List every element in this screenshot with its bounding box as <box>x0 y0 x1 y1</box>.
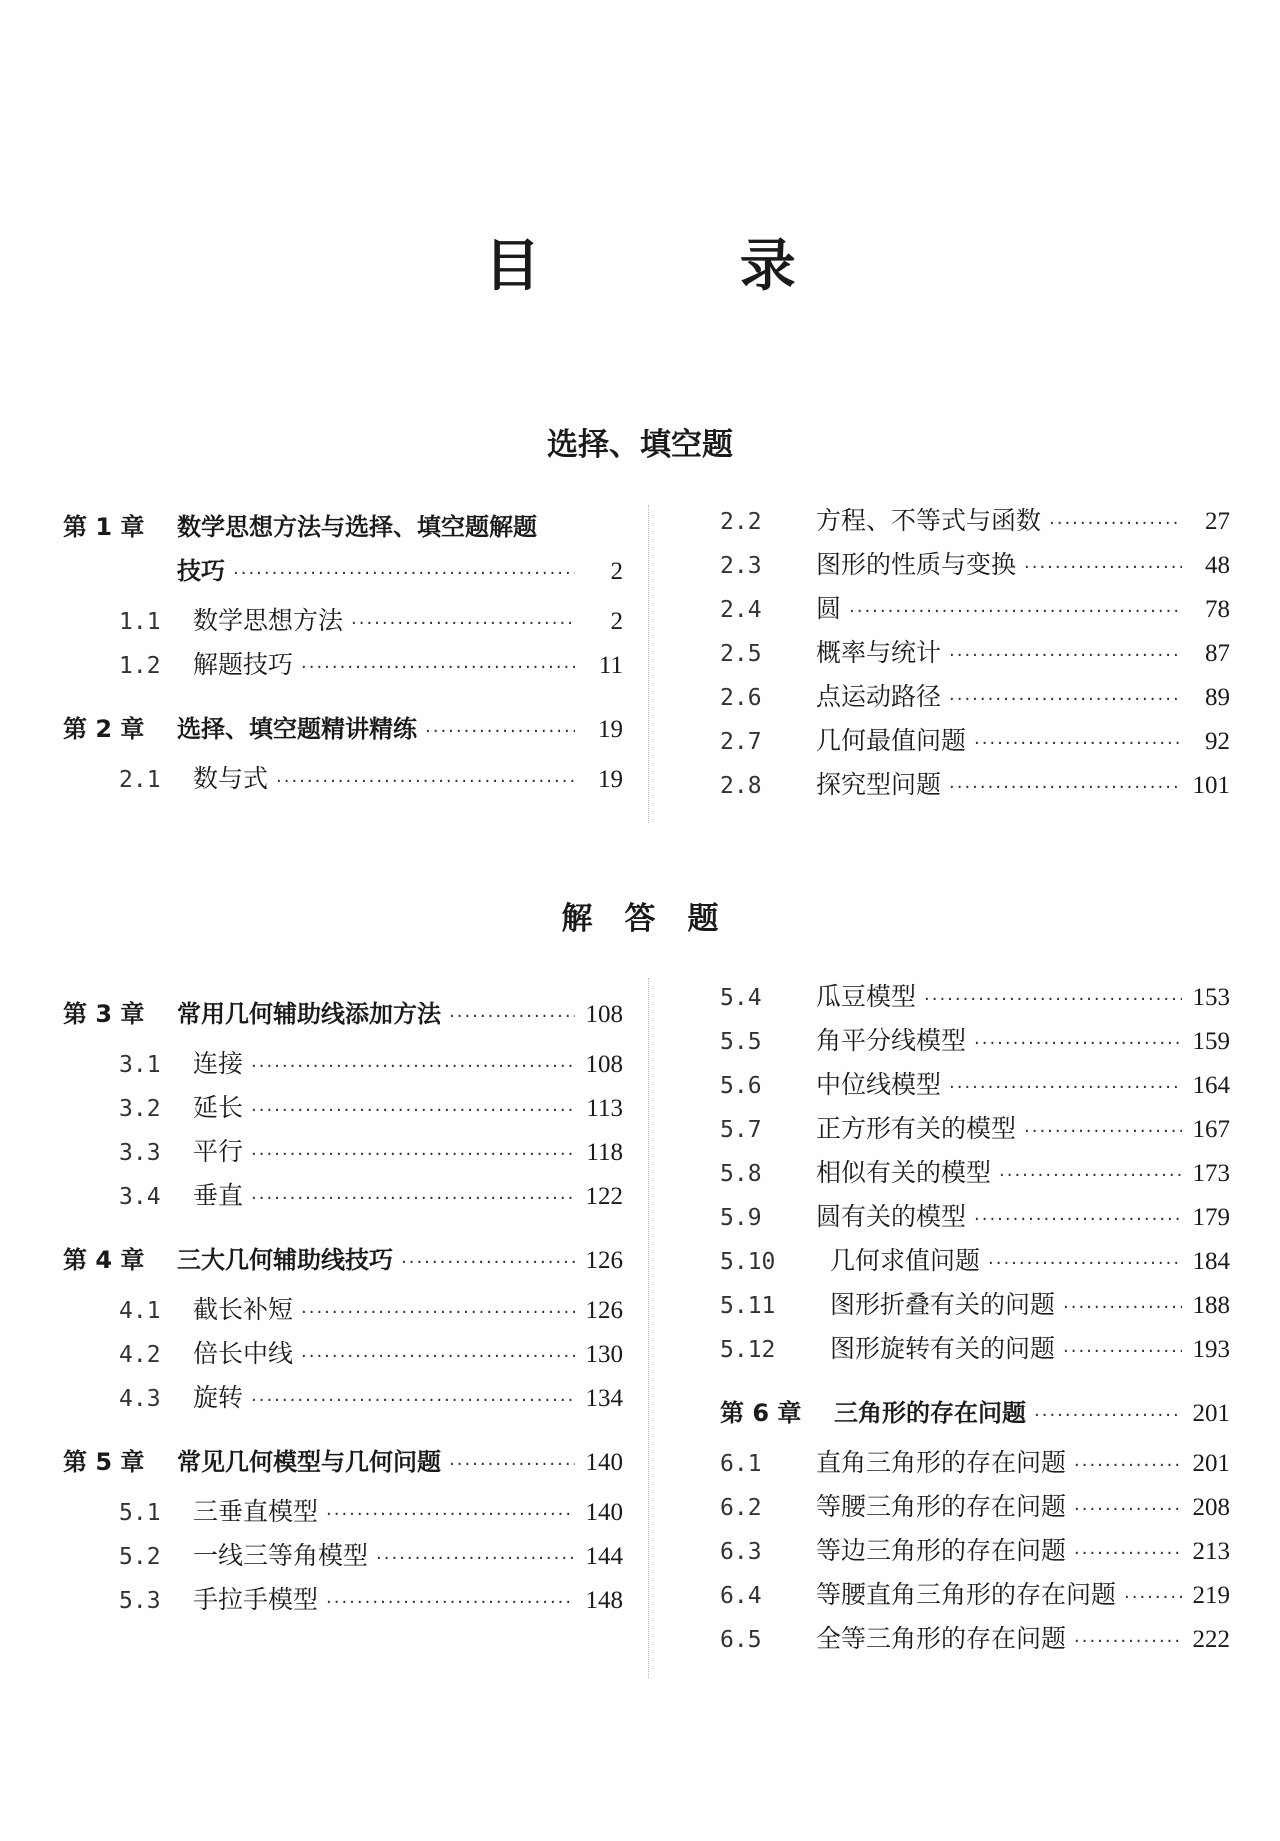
page-number: 19 <box>598 716 623 743</box>
page-number: 153 <box>1192 984 1230 1011</box>
page-number: 118 <box>586 1139 623 1166</box>
section-title: 圆有关的模型 <box>816 1202 967 1231</box>
toc-chapter-group <box>63 1442 623 1624</box>
section-number: 5.11 <box>720 1293 776 1319</box>
section-number: 5.1 <box>119 1500 161 1526</box>
leader-dots <box>351 613 575 634</box>
section-entry[interactable] <box>720 1575 1230 1619</box>
section-list <box>720 1443 1230 1663</box>
section-number: 5.5 <box>720 1029 762 1055</box>
leader-dots <box>849 601 1182 622</box>
section-number: 2.1 <box>119 767 161 793</box>
page-number: 219 <box>1192 1582 1230 1609</box>
part-title-choice-fill: 选择、填空题 <box>547 427 733 463</box>
chapter-entry[interactable] <box>63 1442 623 1486</box>
leader-dots <box>974 1033 1182 1054</box>
section-title: 倍长中线 <box>193 1339 294 1368</box>
section-title: 平行 <box>193 1137 244 1166</box>
leader-dots <box>326 1592 575 1613</box>
section-entry[interactable] <box>63 645 623 689</box>
leader-dots <box>974 733 1182 754</box>
section-number: 3.1 <box>119 1052 161 1078</box>
section-entry[interactable] <box>63 1580 623 1624</box>
toc-chapter-group <box>63 507 623 689</box>
section-number: 3.4 <box>119 1184 161 1210</box>
leader-dots <box>999 1165 1182 1186</box>
chapter-title: 数学思想方法与选择、填空题解题 <box>177 513 537 541</box>
page-number: 208 <box>1192 1494 1230 1521</box>
leader-dots <box>301 1346 575 1367</box>
section-number: 2.8 <box>720 773 762 799</box>
leader-dots <box>949 777 1182 798</box>
section-title: 等腰三角形的存在问题 <box>816 1492 1067 1521</box>
page-number: 19 <box>598 766 623 793</box>
page-number: 48 <box>1205 552 1230 579</box>
section-title: 几何求值问题 <box>830 1246 981 1275</box>
section-number: 6.5 <box>720 1627 762 1653</box>
section-entry[interactable] <box>720 545 1230 589</box>
section-number: 5.3 <box>119 1588 161 1614</box>
leader-dots <box>301 1302 575 1323</box>
chapter-title: 三大几何辅助线技巧 <box>177 1246 393 1274</box>
section-number: 2.2 <box>720 509 762 535</box>
toc-chapter-group <box>720 977 1230 1373</box>
section-number: 3.3 <box>119 1140 161 1166</box>
section-number: 2.4 <box>720 597 762 623</box>
section-entry[interactable] <box>720 1443 1230 1487</box>
leader-dots <box>251 1144 575 1165</box>
section-entry[interactable] <box>720 721 1230 765</box>
section-title: 圆 <box>816 594 842 623</box>
page-number: 164 <box>1192 1072 1230 1099</box>
section-entry[interactable] <box>63 759 623 803</box>
page-number: 159 <box>1192 1028 1230 1055</box>
section-title: 概率与统计 <box>816 638 942 667</box>
chapter-entry[interactable] <box>720 1393 1230 1437</box>
section-entry[interactable] <box>720 1065 1230 1109</box>
section-entry[interactable] <box>720 765 1230 809</box>
section-number: 3.2 <box>119 1096 161 1122</box>
section-title: 角平分线模型 <box>816 1026 967 1055</box>
page-number: 179 <box>1192 1204 1230 1231</box>
page-number: 201 <box>1192 1450 1230 1477</box>
section-number: 5.6 <box>720 1073 762 1099</box>
section-entry[interactable] <box>63 1536 623 1580</box>
toc-chapter-group <box>720 1393 1230 1663</box>
leader-dots <box>376 1548 575 1569</box>
leader-dots <box>251 1100 575 1121</box>
chapter-number: 第 1 章 <box>63 513 145 541</box>
section-number: 5.10 <box>720 1249 776 1275</box>
section-entry[interactable] <box>63 1044 623 1088</box>
leader-dots <box>924 989 1182 1010</box>
chapter-entry-continued[interactable] <box>63 551 623 595</box>
section-entry[interactable] <box>63 1088 623 1132</box>
section-number: 5.2 <box>119 1544 161 1570</box>
section-entry[interactable] <box>720 1619 1230 1663</box>
section-title: 方程、不等式与函数 <box>816 506 1042 535</box>
toc-column <box>720 501 1230 829</box>
section-number: 6.4 <box>720 1583 762 1609</box>
section-title: 连接 <box>193 1049 244 1078</box>
page-number: 188 <box>1192 1292 1230 1319</box>
toc-chapter-group <box>63 994 623 1220</box>
chapter-entry[interactable] <box>63 1240 623 1284</box>
section-number: 6.1 <box>720 1451 762 1477</box>
section-title: 手拉手模型 <box>193 1585 319 1614</box>
section-entry[interactable] <box>63 601 623 645</box>
section-title: 直角三角形的存在问题 <box>816 1448 1067 1477</box>
section-number: 5.8 <box>720 1161 762 1187</box>
section-number: 6.3 <box>720 1539 762 1565</box>
page-number: 140 <box>585 1499 623 1526</box>
section-number: 5.12 <box>720 1337 776 1363</box>
section-entry[interactable] <box>63 1334 623 1378</box>
section-entry[interactable] <box>720 1241 1230 1285</box>
section-title: 点运动路径 <box>816 682 942 711</box>
section-number: 2.5 <box>720 641 762 667</box>
section-title: 中位线模型 <box>816 1070 942 1099</box>
leader-dots <box>1074 1543 1182 1564</box>
section-title: 垂直 <box>193 1181 244 1210</box>
section-title: 截长补短 <box>193 1295 294 1324</box>
section-entry[interactable] <box>720 501 1230 545</box>
page-number: 122 <box>585 1183 623 1210</box>
section-title: 等边三角形的存在问题 <box>816 1536 1067 1565</box>
page-number: 78 <box>1205 596 1230 623</box>
page-number: 140 <box>585 1449 623 1476</box>
page-title: 目 录 <box>484 233 886 299</box>
section-list <box>720 501 1230 809</box>
section-title: 数与式 <box>193 764 269 793</box>
section-entry[interactable] <box>720 677 1230 721</box>
leader-dots <box>974 1209 1182 1230</box>
toc-column <box>63 994 623 1644</box>
page-number: 108 <box>585 1001 623 1028</box>
leader-dots <box>1024 1121 1182 1142</box>
section-entry[interactable] <box>720 1285 1230 1329</box>
leader-dots <box>1074 1631 1182 1652</box>
section-entry[interactable] <box>720 977 1230 1021</box>
page-number: 173 <box>1192 1160 1230 1187</box>
leader-dots <box>949 689 1182 710</box>
leader-dots <box>1034 1405 1182 1426</box>
page-number: 167 <box>1192 1116 1230 1143</box>
page-number: 213 <box>1192 1538 1230 1565</box>
page-number: 108 <box>585 1051 623 1078</box>
section-number: 4.1 <box>119 1298 161 1324</box>
chapter-title: 常见几何模型与几何问题 <box>177 1448 441 1476</box>
leader-dots <box>401 1252 575 1273</box>
section-number: 4.2 <box>119 1342 161 1368</box>
section-entry[interactable] <box>720 1109 1230 1153</box>
chapter-title: 三角形的存在问题 <box>834 1399 1026 1427</box>
section-title: 瓜豆模型 <box>816 982 917 1011</box>
page-number: 184 <box>1192 1248 1230 1275</box>
page-number: 87 <box>1205 640 1230 667</box>
section-number: 6.2 <box>720 1495 762 1521</box>
section-title: 几何最值问题 <box>816 726 967 755</box>
chapter-entry[interactable] <box>63 507 623 551</box>
toc-column <box>63 507 623 823</box>
chapter-number: 第 5 章 <box>63 1448 145 1476</box>
section-title: 相似有关的模型 <box>816 1158 992 1187</box>
section-list <box>63 601 623 689</box>
section-list <box>720 977 1230 1373</box>
chapter-number: 第 6 章 <box>720 1399 802 1427</box>
section-title: 探究型问题 <box>816 770 942 799</box>
leader-dots <box>301 657 575 678</box>
page-number: 2 <box>610 558 623 585</box>
section-entry[interactable] <box>63 1176 623 1220</box>
page-number: 101 <box>1192 772 1230 799</box>
section-title: 解题技巧 <box>193 650 294 679</box>
column-divider <box>648 505 649 823</box>
chapter-number: 第 3 章 <box>63 1000 145 1028</box>
section-title: 图形折叠有关的问题 <box>830 1290 1056 1319</box>
leader-dots <box>1049 513 1182 534</box>
page-number: 11 <box>598 652 623 679</box>
chapter-title-continued: 技巧 <box>177 557 225 585</box>
section-number: 5.4 <box>720 985 762 1011</box>
page-number: 144 <box>585 1543 623 1570</box>
section-number: 5.7 <box>720 1117 762 1143</box>
section-title: 三垂直模型 <box>193 1497 319 1526</box>
leader-dots <box>425 721 575 742</box>
leader-dots <box>449 1006 575 1027</box>
leader-dots <box>949 1077 1182 1098</box>
section-number: 2.7 <box>720 729 762 755</box>
section-title: 图形旋转有关的问题 <box>830 1334 1056 1363</box>
leader-dots <box>1024 557 1182 578</box>
page-number: 148 <box>585 1587 623 1614</box>
section-number: 4.3 <box>119 1386 161 1412</box>
leader-dots <box>251 1056 575 1077</box>
section-entry[interactable] <box>720 1021 1230 1065</box>
leader-dots <box>251 1188 575 1209</box>
page-number: 134 <box>585 1385 623 1412</box>
page-number: 126 <box>585 1297 623 1324</box>
page-number: 2 <box>610 608 623 635</box>
leader-dots <box>949 645 1182 666</box>
leader-dots <box>1074 1455 1182 1476</box>
page-number: 27 <box>1205 508 1230 535</box>
section-entry[interactable] <box>720 1329 1230 1373</box>
leader-dots <box>326 1504 575 1525</box>
section-entry[interactable] <box>720 633 1230 677</box>
leader-dots <box>988 1253 1182 1274</box>
section-title: 等腰直角三角形的存在问题 <box>816 1580 1117 1609</box>
page-number: 222 <box>1192 1626 1230 1653</box>
toc-chapter-group <box>63 1240 623 1422</box>
section-entry[interactable] <box>720 589 1230 633</box>
part-title-answer: 解答题 <box>561 901 751 937</box>
section-list <box>63 1492 623 1624</box>
section-number: 5.9 <box>720 1205 762 1231</box>
section-list <box>63 1290 623 1422</box>
section-entry[interactable] <box>720 1531 1230 1575</box>
section-entry[interactable] <box>720 1487 1230 1531</box>
toc-column <box>720 977 1230 1683</box>
section-entry[interactable] <box>63 1290 623 1334</box>
chapter-title: 选择、填空题精讲精练 <box>177 715 417 743</box>
chapter-number: 第 4 章 <box>63 1246 145 1274</box>
section-number: 2.3 <box>720 553 762 579</box>
section-entry[interactable] <box>720 1197 1230 1241</box>
section-title: 图形的性质与变换 <box>816 550 1017 579</box>
section-title: 一线三等角模型 <box>193 1541 369 1570</box>
section-title: 正方形有关的模型 <box>816 1114 1017 1143</box>
chapter-entry[interactable] <box>63 709 623 753</box>
section-number: 1.2 <box>119 653 161 679</box>
section-number: 1.1 <box>119 609 161 635</box>
leader-dots <box>1124 1587 1182 1608</box>
section-entry[interactable] <box>63 1492 623 1536</box>
toc-chapter-group <box>720 501 1230 809</box>
section-entry[interactable] <box>720 1153 1230 1197</box>
column-divider <box>648 978 649 1678</box>
section-entry[interactable] <box>63 1132 623 1176</box>
leader-dots <box>1074 1499 1182 1520</box>
section-title: 旋转 <box>193 1383 244 1412</box>
section-number: 2.6 <box>720 685 762 711</box>
leader-dots <box>1063 1341 1182 1362</box>
leader-dots <box>1063 1297 1182 1318</box>
toc-chapter-group <box>63 709 623 803</box>
chapter-title: 常用几何辅助线添加方法 <box>177 1000 441 1028</box>
leader-dots <box>233 563 575 584</box>
section-entry[interactable] <box>63 1378 623 1422</box>
section-title: 全等三角形的存在问题 <box>816 1624 1067 1653</box>
page-number: 201 <box>1192 1400 1230 1427</box>
chapter-number: 第 2 章 <box>63 715 145 743</box>
section-title: 延长 <box>193 1093 244 1122</box>
leader-dots <box>449 1454 575 1475</box>
section-list <box>63 1044 623 1220</box>
page-number: 130 <box>585 1341 623 1368</box>
page-number: 89 <box>1205 684 1230 711</box>
chapter-entry[interactable] <box>63 994 623 1038</box>
leader-dots <box>251 1390 575 1411</box>
section-title: 数学思想方法 <box>193 606 344 635</box>
page-number: 113 <box>586 1095 623 1122</box>
section-list <box>63 759 623 803</box>
page-number: 126 <box>585 1247 623 1274</box>
page-number: 193 <box>1192 1336 1230 1363</box>
leader-dots <box>276 771 575 792</box>
page-number: 92 <box>1205 728 1230 755</box>
